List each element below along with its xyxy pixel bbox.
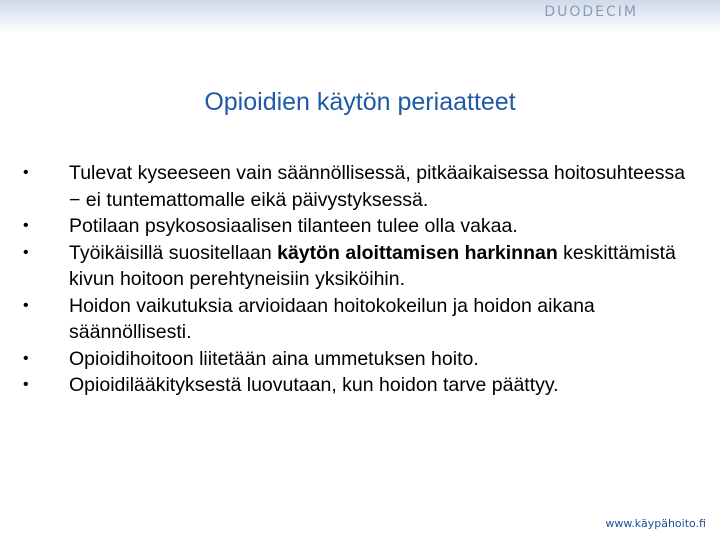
bullet-text-post: keskittämistä kivun hoitoon perehtyneisiin yksiköihin.: [69, 241, 676, 290]
bullet-item: [20, 240, 700, 293]
bullet-dot-icon: •: [23, 376, 29, 393]
bullet-item: [20, 346, 700, 373]
bullet-dot-icon: •: [23, 164, 29, 181]
bullet-text: Opioidihoitoon liitetään aina ummetuksen hoito.: [69, 347, 479, 370]
bullet-text: Opioidilääkityksestä luovutaan, kun hoidon tarve päättyy.: [69, 374, 559, 396]
bullet-text-bold: käytön aloittamisen harkinnan: [277, 241, 558, 264]
bullet-dot-icon: •: [23, 217, 29, 234]
bullet-text: Tulevat kyseeseen vain säännöllisessä, pitkäaikaisessa hoitosuhteessa − ei tuntemattomalle eikä päivystyksessä.: [69, 162, 686, 211]
footer-url-link[interactable]: www.käypähoito.fi: [605, 517, 706, 530]
bullet-list: [20, 160, 700, 399]
bullet-dot-icon: •: [23, 349, 29, 367]
bullet-item: [20, 293, 700, 346]
bullet-text-pre: Työikäisillä suositellaan: [69, 241, 278, 264]
bullet-item: [20, 160, 700, 213]
duodecim-logo: DUODECIM: [544, 4, 638, 20]
bullet-text: Hoidon vaikutuksia arvioidaan hoitokokeilun ja hoidon aikana säännöllisesti.: [69, 294, 595, 343]
slide-title: Opioidien käytön periaatteet: [204, 88, 516, 116]
bullet-item: [20, 213, 700, 240]
bullet-text: Potilaan psykososiaalisen tilanteen tulee olla vakaa.: [69, 215, 518, 237]
bullet-dot-icon: •: [23, 296, 29, 314]
bullet-dot-icon: •: [23, 243, 29, 261]
bullet-item: [20, 372, 700, 399]
